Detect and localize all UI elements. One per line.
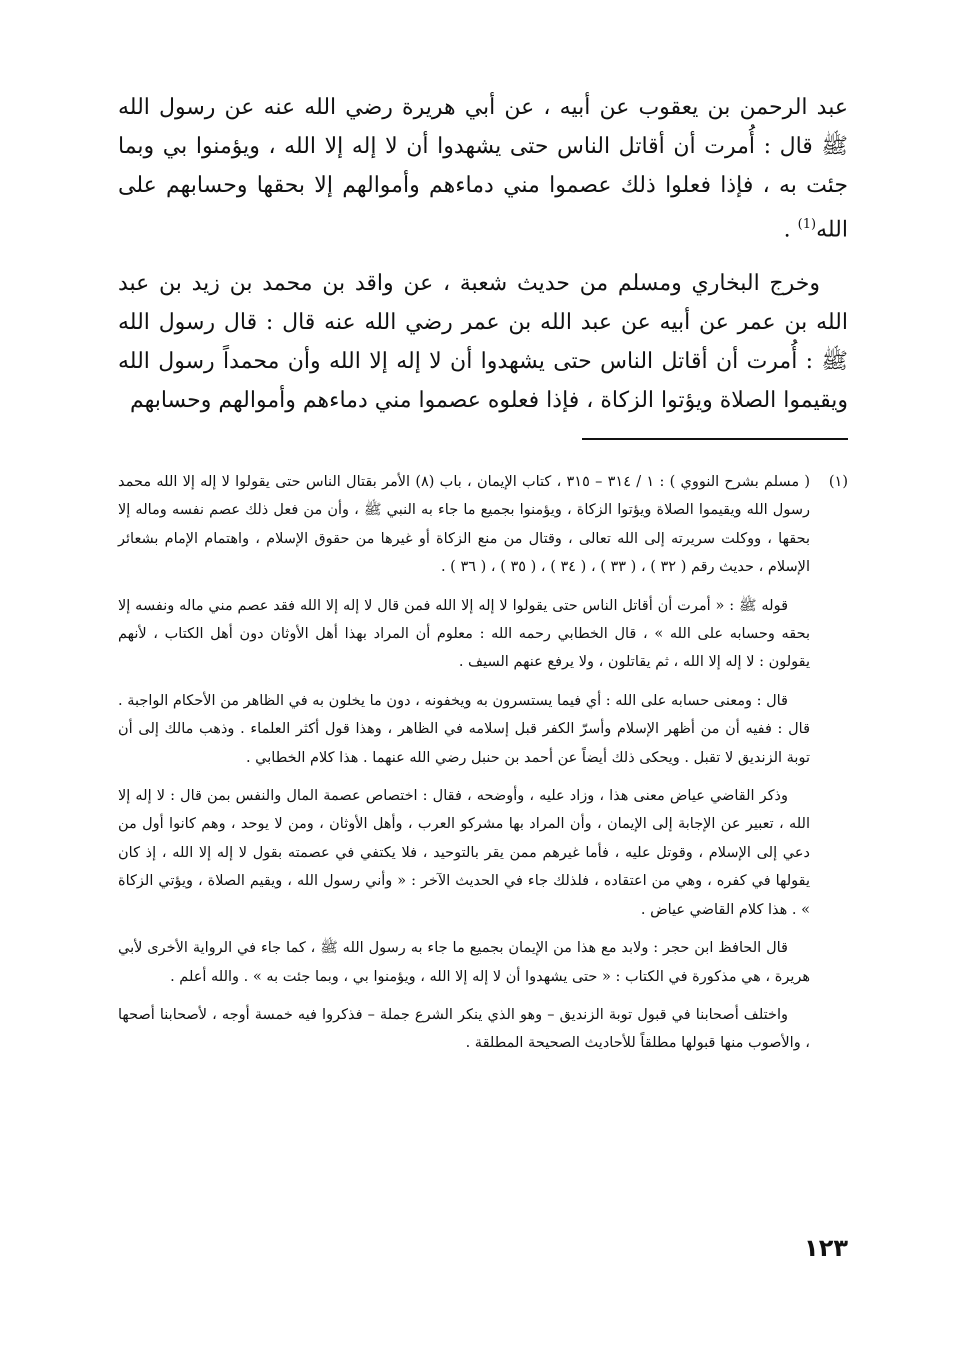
footnote-separator bbox=[582, 438, 848, 440]
footnote-paragraph-2: قوله ﷺ : « أمرت أن أقاتل الناس حتى يقولوا لا إله إلا الله فمن قال لا إله إلا الله فقد عصم مني ماله ونفسه إلا بحقه وحسابه على الله » ، قال الخطابي رحمه الله : معلوم أن المراد بهذا أهل الأوثان دون أهل الكتاب ، لأنهم يقولون : لا إله إلا الله ، ثم يقاتلون ، ولا يرفع عنهم السيف . bbox=[118, 597, 810, 671]
footnote-paragraph-4: وذكر القاضي عياض معنى هذا ، وزاد عليه ، وأوضحه ، فقال : اختصاص عصمة المال والنفس بمن قال : لا إله إلا الله ، تعبير عن الإجابة إلى الإيمان ، وأن المراد بها مشركو العرب ، وأهل الأوثان ، ومن لا يوحد ، وهم كانوا أول من دعي إلى الإسلام ، وقوتل عليه ، فأما غيرهم ممن يقر بالتوحيد ، فلا يكتفي في عصمته بقول لا إله إلا الله ، إذ كان يقولها في كفره ، وهي من اعتقاده ، فلذلك جاء في الحديث الآخر : « وأني رسول الله ، ويقيم الصلاة ، ويؤتي الزكاة » . هذا كلام القاضي عياض . bbox=[118, 788, 810, 918]
footnote-1 bbox=[118, 468, 848, 582]
footnotes bbox=[118, 468, 848, 1058]
footnote-1-text: ( مسلم بشرح النووي ) : ١ / ٣١٤ – ٣١٥ ، كتاب الإيمان ، باب (٨) الأمر بقتال الناس حتى يقولوا لا إله إلا الله محمد رسول الله ويقيموا الصلاة ويؤتوا الزكاة ، ويؤمنوا بجميع ما جاء به النبي ﷺ ، وأن من فعل ذلك عصم نفسه وماله إلا بحقها ، ووكلت سريرته إلى الله تعالى ، وقتال من منع الزكاة أو غيرها من حقوق الإسلام ، واهتمام الإمام بشعائر الإسلام ، حديث رقم ( ٣٢ ) ، ( ٣٣ ) ، ( ٣٤ ) ، ( ٣٥ ) ، ( ٣٦ ) . bbox=[118, 474, 811, 576]
paragraph-gap bbox=[118, 249, 848, 264]
footnote-reference: (1) bbox=[797, 217, 817, 232]
book-page bbox=[118, 88, 848, 1268]
footnote-paragraph-6: واختلف أصحابنا في قبول توبة الزنديق – وهو الذي ينكر الشرع جملة – فذكروا فيه خمسة أوجه ، لأصحابنا أصحها ، والأصوب منها قبولها مطلقاً للأحاديث الصحيحة المطلقة . bbox=[118, 1006, 810, 1052]
main-paragraph-2: وخرج البخاري ومسلم من حديث شعبة ، عن واقد بن محمد بن زيد بن عبد الله بن عمر عن أبيه عن عبد الله بن عمر رضي الله عنه قال : قال رسول الله ﷺ : أُمرت أن أقاتل الناس حتى يشهدوا أن لا إله إلا الله وأن محمداً رسول الله ويقيموا الصلاة ويؤتوا الزكاة ، فإذا فعلوه عصموا مني دماءهم وأموالهم وحسابهم bbox=[118, 271, 848, 414]
page-number: ١٢٣ bbox=[804, 1234, 848, 1262]
main-paragraph-1 bbox=[118, 88, 848, 249]
main-paragraph-1-text: عبد الرحمن بن يعقوب عن أبيه ، عن أبي هريرة رضي الله عنه عن رسول الله ﷺ قال : أُمرت أن أقاتل الناس حتى يشهدوا أن لا إله إلا الله ، ويؤمنوا بي وبما جئت به ، فإذا فعلوا ذلك عصموا مني دماءهم وأموالهم إلا بحقها وحسابهم على الله bbox=[118, 95, 848, 243]
footnote-number: (١) bbox=[828, 474, 848, 490]
footnote-paragraph-3: قال : ومعنى حسابه على الله : أي فيما يستسرون به ويخفونه ، دون ما يخلون به في الظاهر من الأحكام الواجبة . قال : ففيه أن من أظهر الإسلام وأسرّ الكفر قبل إسلامه في الظاهر ، وهذا قول أكثر العلماء . وذهب مالك إلى أن توبة الزنديق لا تقبل . ويحكى ذلك أيضاً عن أحمد بن حنبل رضي الله عنهما . هذا كلام الخطابي . bbox=[118, 692, 810, 766]
main-paragraph-1-end: . bbox=[783, 217, 798, 243]
main-text bbox=[118, 88, 848, 420]
footnote-paragraph-5: قال الحافظ ابن حجر : ولابد مع هذا من الإيمان بجميع ما جاء به رسول الله ﷺ ، كما جاء في الرواية الأخرى لأبي هريرة ، هي مذكورة في الكتاب : « حتى يشهدوا أن لا إله إلا الله ، ويؤمنوا بي ، وبما جئت به » . والله أعلم . bbox=[118, 940, 810, 985]
